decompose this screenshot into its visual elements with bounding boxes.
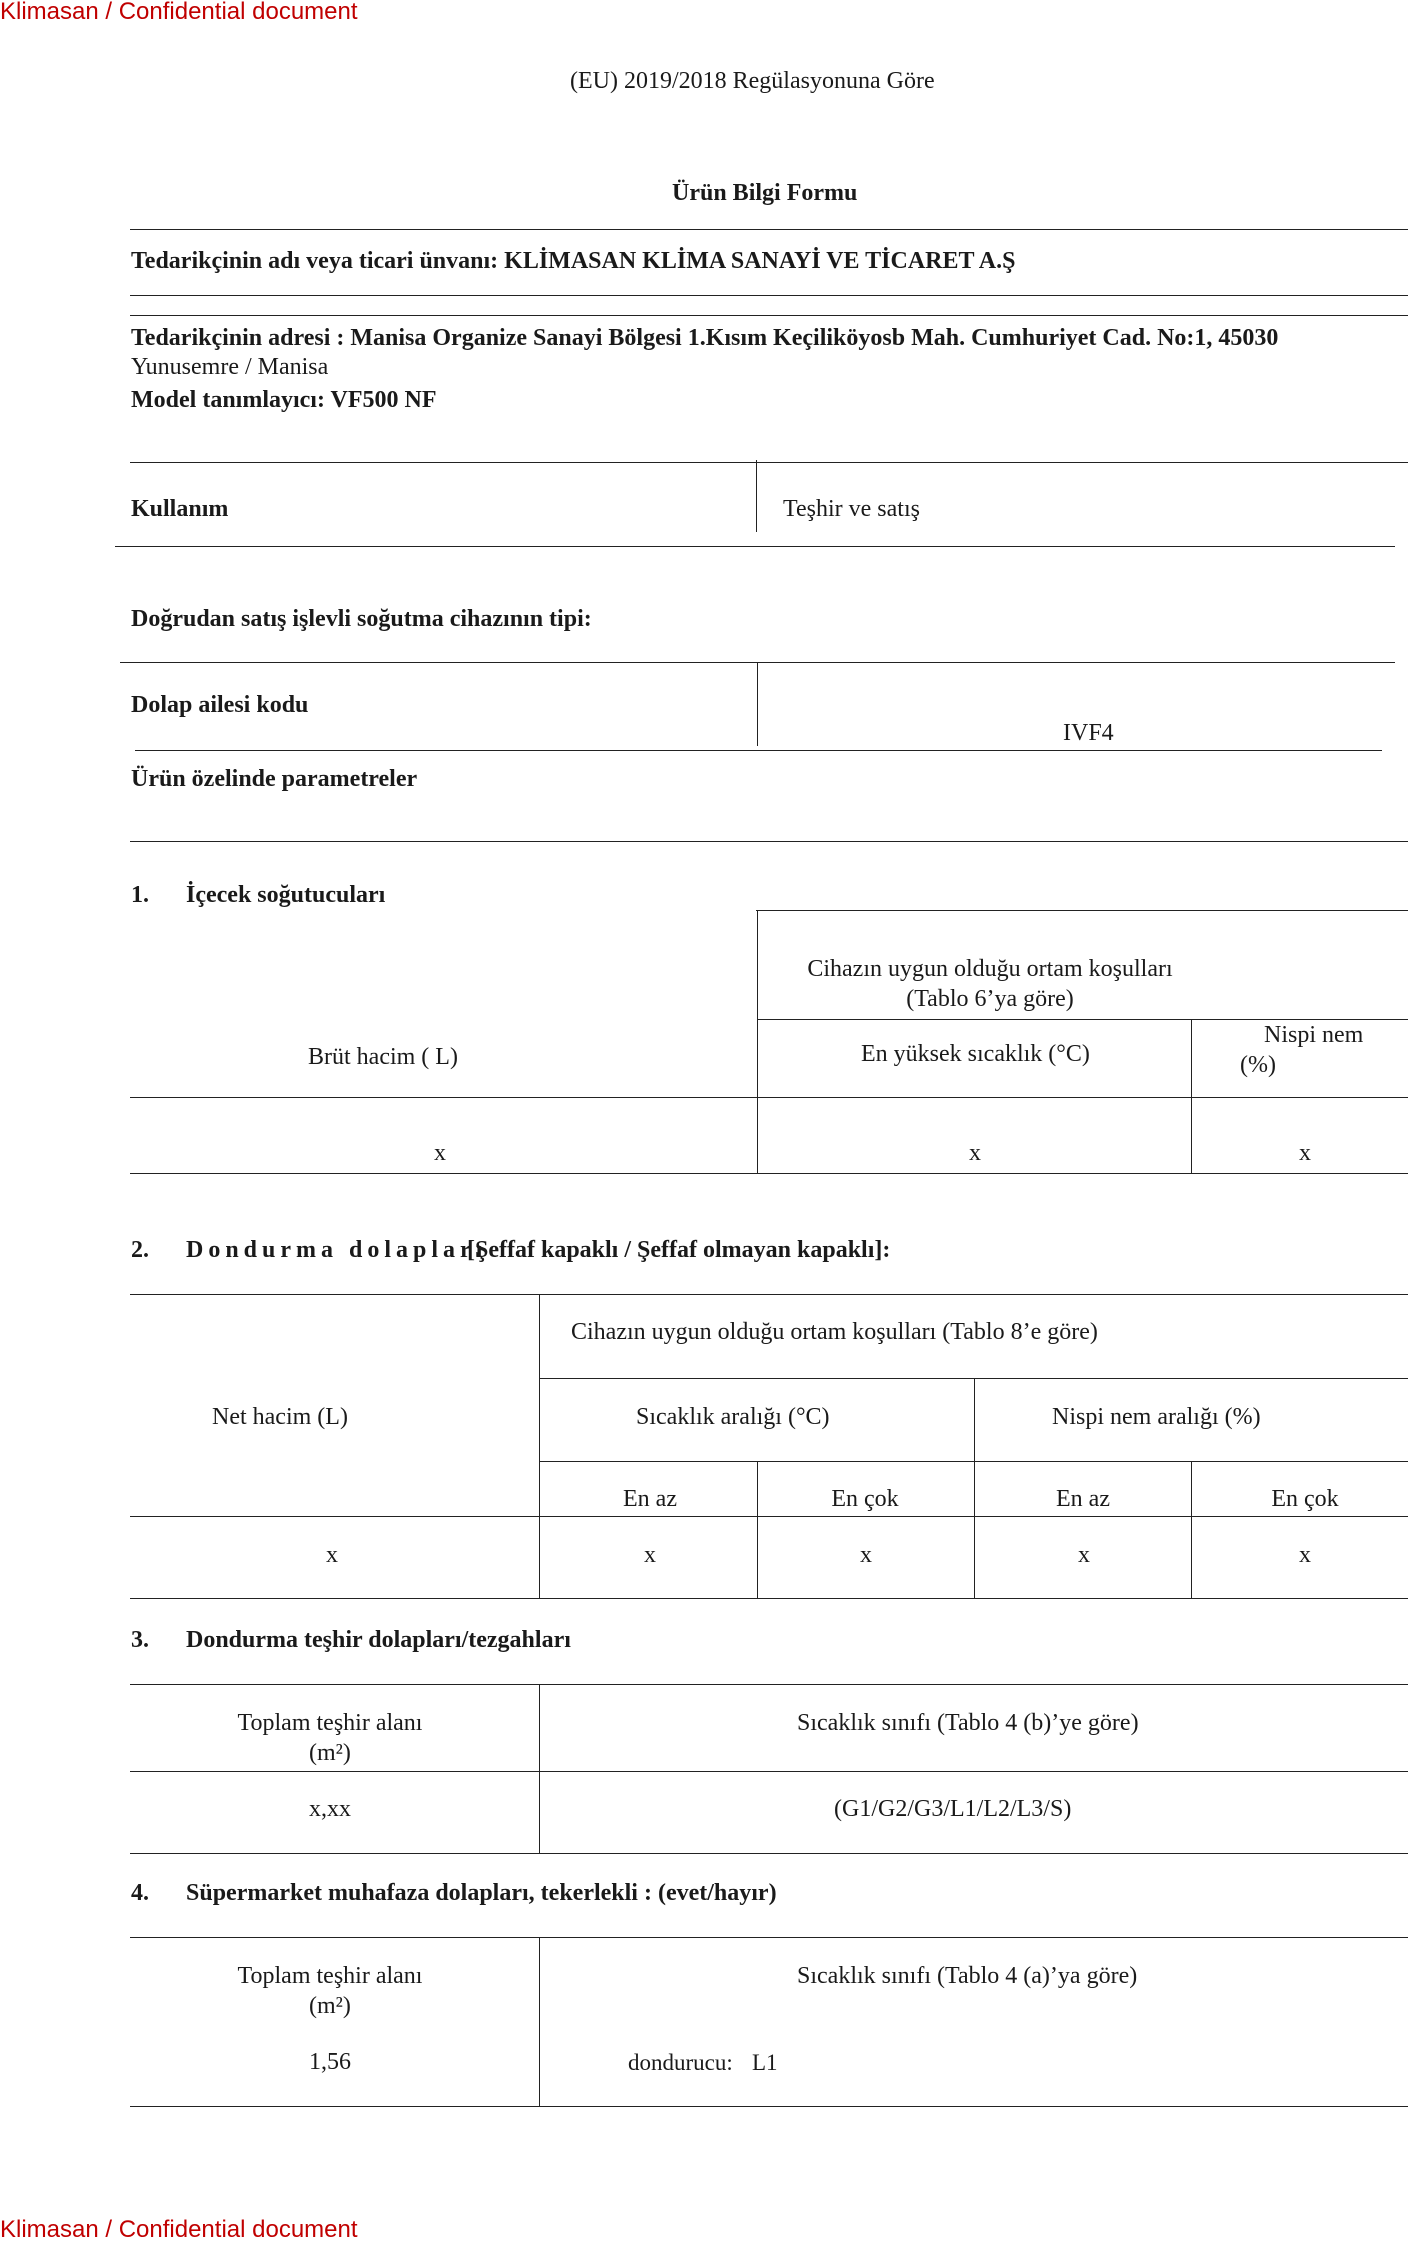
table-border: [539, 1461, 1408, 1462]
section3-number: 3.: [131, 1627, 149, 1653]
section4-freezer-label: dondurucu:: [628, 2050, 733, 2075]
appliance-type-label: Doğrudan satış işlevli soğutma cihazının tipi:: [131, 606, 592, 632]
table-border: [539, 1684, 540, 1853]
section4-title: Süpermarket muhafaza dolapları, tekerlekli : (evet/hayır): [186, 1880, 777, 1906]
section4-freezer-value: L1: [752, 2050, 778, 2075]
cabinet-family-value: IVF4: [1063, 720, 1114, 746]
table-border: [130, 1294, 1408, 1295]
table-border: [130, 2106, 1408, 2107]
section3-title: Dondurma teşhir dolapları/tezgahları: [186, 1627, 571, 1653]
table-cell: x: [1078, 1542, 1090, 1568]
usage-label: Kullanım: [131, 496, 229, 522]
table-border: [757, 1461, 758, 1599]
section2-ambient-header: Cihazın uygun olduğu ortam koşulları (Tablo 8’e göre): [571, 1319, 1098, 1345]
table-border: [130, 1937, 1408, 1938]
section2-temp-min-header: En az: [623, 1486, 677, 1512]
usage-value: Teşhir ve satış: [783, 496, 920, 522]
section2-number: 2.: [131, 1237, 149, 1263]
section1-ambient-header: Cihazın uygun olduğu ortam koşulları (Tablo 6’ya göre): [807, 956, 1173, 1012]
table-cell: x: [1299, 1542, 1311, 1568]
supplier-name: Tedarikçinin adı veya ticari ünvanı: KLİMASAN KLİMA SANAYİ VE TİCARET A.Ş: [131, 248, 1016, 274]
divider: [135, 750, 1382, 751]
table-border: [539, 1937, 540, 2107]
confidential-footer: Klimasan / Confidential document: [0, 2216, 358, 2243]
section2-temp-range-header: Sıcaklık aralığı (°C): [636, 1404, 830, 1430]
section2-temp-max-header: En çok: [831, 1486, 899, 1512]
section1-humidity-header: Nispi nem (%): [1240, 1022, 1364, 1078]
divider: [130, 462, 1408, 463]
supplier-address: Tedarikçinin adresi : Manisa Organize Sanayi Bölgesi 1.Kısım Keçiliköyosb Mah. Cumhuriyet Cad. No:1, 45030: [131, 325, 1279, 351]
table-border: [130, 1097, 1408, 1098]
table-border: [130, 1853, 1408, 1854]
table-cell: x: [644, 1542, 656, 1568]
section3-area-header: Toplam teşhir alanı: [237, 1710, 423, 1736]
section2-humidity-range-header: Nispi nem aralığı (%): [1052, 1404, 1261, 1430]
section3-area-value: x,xx: [309, 1796, 351, 1822]
divider: [756, 460, 757, 532]
divider: [130, 229, 1408, 230]
model-identifier: Model tanımlayıcı: VF500 NF: [131, 387, 437, 413]
confidential-header: Klimasan / Confidential document: [0, 0, 358, 25]
section4-area-value: 1,56: [309, 2049, 351, 2075]
section3-area-unit: (m²): [309, 1740, 351, 1766]
section2-humidity-max-header: En çok: [1271, 1486, 1339, 1512]
table-border: [974, 1378, 975, 1599]
table-border: [130, 1598, 1408, 1599]
section1-max-temp-header: En yüksek sıcaklık (°C): [861, 1041, 1090, 1067]
table-border: [130, 1684, 1408, 1685]
table-border: [130, 1771, 1408, 1772]
table-border: [757, 910, 758, 1174]
table-border: [756, 910, 1408, 911]
section2-net-volume-header: Net hacim (L): [212, 1404, 348, 1430]
section1-gross-volume-header: Brüt hacim ( L): [308, 1044, 458, 1070]
section4-temp-class-header: Sıcaklık sınıfı (Tablo 4 (a)’ya göre): [797, 1963, 1138, 1989]
section2-humidity-min-header: En az: [1056, 1486, 1110, 1512]
cabinet-family-label: Dolap ailesi kodu: [131, 692, 309, 718]
section3-temp-class-value: (G1/G2/G3/L1/L2/L3/S): [834, 1796, 1072, 1822]
table-cell: x: [434, 1140, 446, 1166]
divider: [130, 841, 1408, 842]
section4-number: 4.: [131, 1880, 149, 1906]
table-cell: x: [1299, 1140, 1311, 1166]
section4-area-unit: (m²): [309, 1993, 351, 2019]
table-cell: x: [326, 1542, 338, 1568]
supplier-city: Yunusemre / Manisa: [131, 354, 329, 380]
divider: [130, 295, 1408, 296]
section1-number: 1.: [131, 882, 149, 908]
section4-area-header: Toplam teşhir alanı: [237, 1963, 423, 1989]
product-params-label: Ürün özelinde parametreler: [131, 766, 418, 792]
table-border: [539, 1294, 540, 1599]
table-border: [1191, 1461, 1192, 1599]
regulation-reference: (EU) 2019/2018 Regülasyonuna Göre: [570, 68, 935, 94]
section2-title-suffix: [Şeffaf kapaklı / Şeffaf olmayan kapaklı]:: [467, 1237, 891, 1263]
section2-title: Dondurma dolapları: [186, 1237, 488, 1263]
table-border: [130, 1173, 1408, 1174]
table-cell: x: [969, 1140, 981, 1166]
form-title: Ürün Bilgi Formu: [672, 180, 858, 206]
table-border: [130, 1516, 1408, 1517]
section3-temp-class-header: Sıcaklık sınıfı (Tablo 4 (b)’ye göre): [797, 1710, 1139, 1736]
table-cell: x: [860, 1542, 872, 1568]
divider: [130, 315, 1408, 316]
divider: [757, 662, 758, 746]
section1-title: İçecek soğutucuları: [186, 882, 386, 908]
divider: [115, 546, 1395, 547]
